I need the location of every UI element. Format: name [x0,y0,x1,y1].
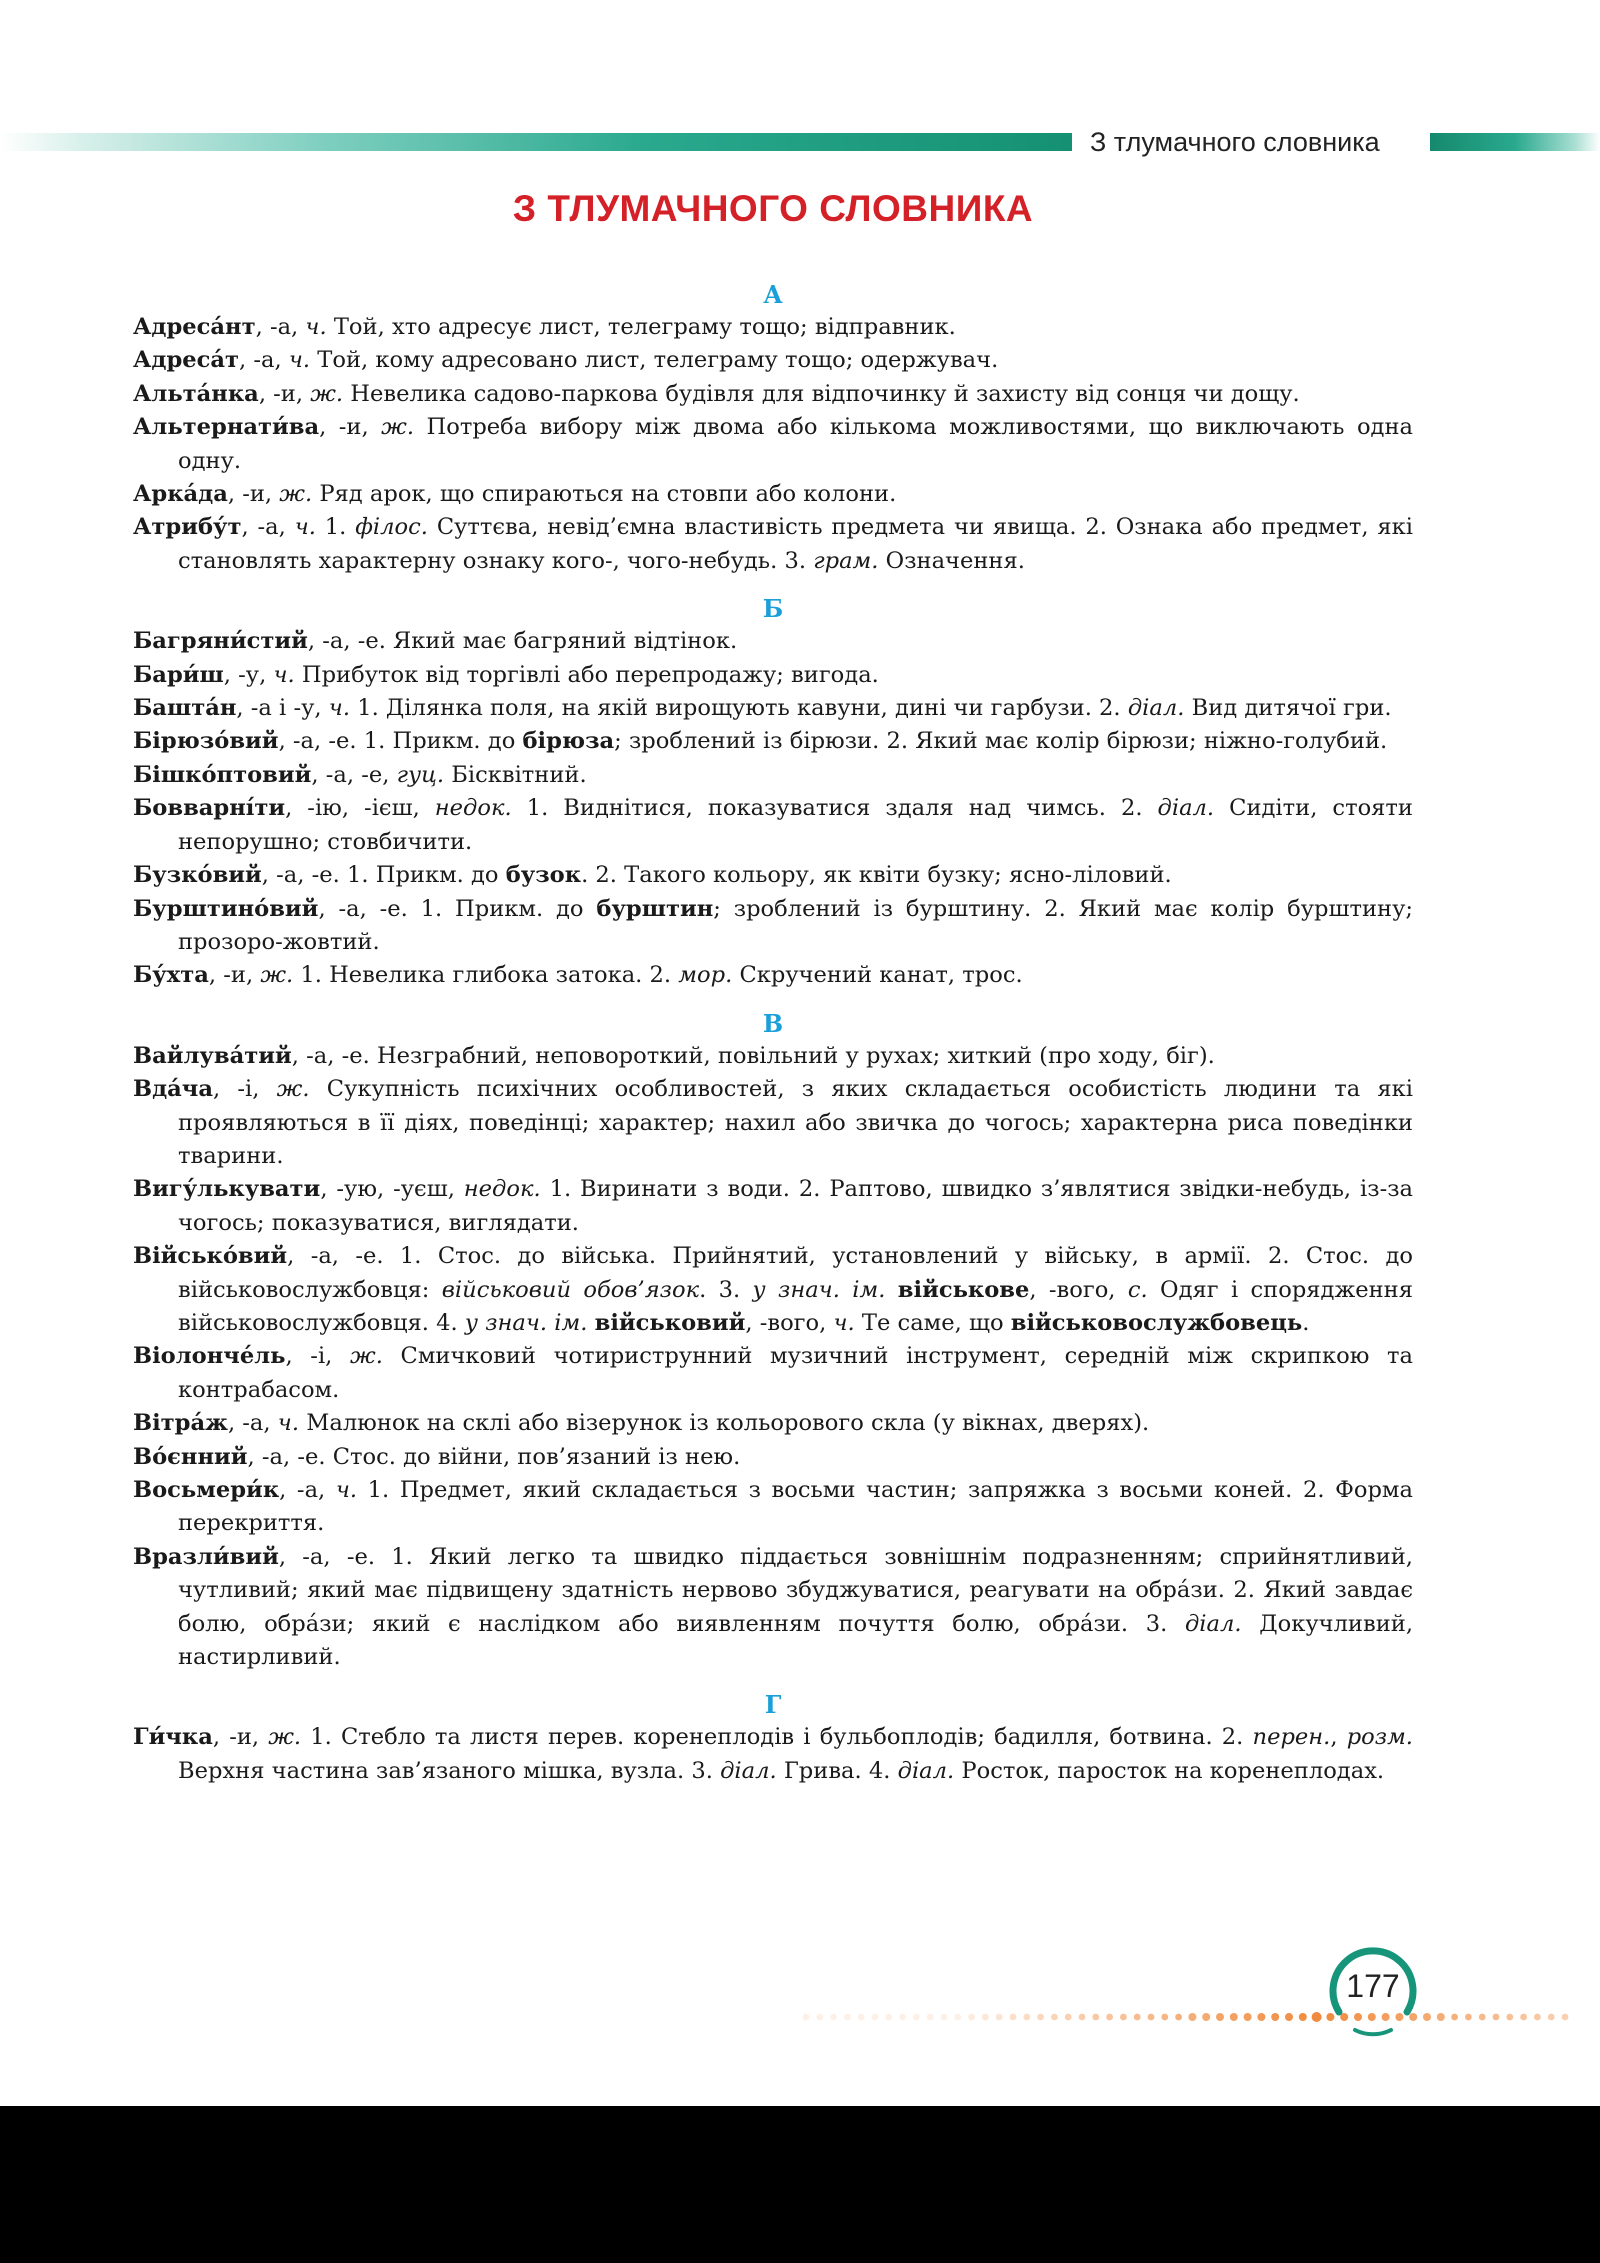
dictionary-entry [133,478,1413,511]
entry-headword: Альтернати́ва [133,414,320,441]
footer-dot [1562,2014,1569,2021]
entry-headword: Віолонче́ль [133,1343,286,1370]
dictionary-entry [133,1541,1413,1675]
dictionary-entry [133,378,1413,411]
entry-text: , -вого, [1029,1276,1128,1303]
section-letter: А [763,280,783,309]
entry-label: грам. [813,547,879,574]
footer-dot [1437,2013,1445,2021]
entry-text [587,1310,594,1336]
footer-dots-decoration [800,2011,1580,2023]
entry-reference: військовий [594,1309,746,1336]
entry-text: 1. Предмет, який складається з восьми частин; запряжка з восьми коней. 2. Форма перекриття. [178,1477,1413,1537]
dictionary-entry [133,959,1413,992]
entry-text: , -ію, -ієш, [285,795,435,822]
entry-label: ч. [328,695,351,722]
dictionary-entry [133,344,1413,377]
entry-text: , -а, -е. 1. Стос. до війська. Прийнятий, установлений у війську, в армії. 2. Стос. до військовослужбовця: [178,1243,1413,1303]
entry-text: 1. Виринати з води. 2. Раптово, швидко з’являтися звідки-небудь, із-за чогось; показуватися, виглядати. [178,1176,1413,1236]
entry-text: Скручений канат, трос. [732,962,1023,989]
footer-dot [1106,2014,1113,2021]
entry-headword: Бішко́птовий [133,761,312,788]
entry-text: ; зроблений із бурштину. 2. Який має колір бурштину; прозоро-жовтий. [178,895,1414,955]
footer-dot [1120,2014,1127,2021]
entry-label: філос. [355,514,428,541]
footer-dot [844,2014,851,2021]
dictionary-content [133,278,1413,1788]
dictionary-entry [133,893,1413,960]
entry-label: мор. [678,962,733,989]
entry-label: діал. [897,1757,955,1784]
dictionary-entry [133,1340,1413,1407]
footer-dot [858,2014,865,2021]
dictionary-entry [133,1173,1413,1240]
footer-dot [1051,2014,1058,2021]
entry-text: , -а, [255,314,306,340]
entry-label: у знач. ім. [464,1309,588,1336]
entry-headword: Вітра́ж [133,1410,228,1437]
running-head: З тлумачного словника [1090,127,1380,157]
entry-reference: військове [897,1276,1030,1303]
footer-dot [913,2014,920,2021]
footer-dot [1188,2013,1196,2021]
dictionary-entry [133,311,1413,344]
entry-label: діал. [1157,795,1215,822]
page-number: 177 [1346,1968,1400,2004]
footer-dot [1299,2013,1307,2021]
entry-text: , -и, [208,962,261,989]
footer-dot [1423,2013,1431,2021]
entry-text: Смичковий чотириструнний музичний інструмент, середній між скрипкою та контрабасом. [178,1343,1413,1403]
entry-text: , -а, [241,514,295,541]
entry-text: , -и, [212,1724,269,1751]
footer-dot [1257,2013,1265,2021]
entry-text: , -у, [223,661,274,688]
entry-headword: Бірюзо́вий [133,728,279,755]
entry-reference: бурштин [596,895,714,922]
entry-text: ; зроблений із бірюзи. 2. Який має колір бірюзи; ніжно-голубий. [614,728,1388,755]
entry-label: ж. [276,1076,310,1103]
dictionary-entry [133,659,1413,692]
entry-reference: бузок [505,862,582,889]
entry-text: Верхня частина зав’язаного мішка, вузла. 3. [178,1757,721,1784]
page-title: З ТЛУМАЧНОГО СЛОВНИКА [512,188,1034,229]
entry-headword: Багряни́стий [133,628,308,655]
footer-dot [1520,2014,1527,2021]
header-gradient-bar-left [0,133,1072,151]
entry-label: діал. [1184,1610,1242,1637]
entry-label: ч. [277,1410,300,1437]
entry-text: . 3. [699,1276,753,1303]
entry-text: 1. Невелика глибока затока. 2. [293,962,679,989]
footer-dot [1493,2014,1500,2021]
entry-label: діал. [720,1757,777,1784]
entry-text: , -а, -е. Який має багряний відтінок. [307,628,738,655]
entry-text: Той, кому адресовано лист, телеграму тощо; одержувач. [310,347,999,374]
entry-label: недок. [434,795,512,822]
footer-dot [1037,2014,1044,2021]
entry-text: , -а, -е. 1. Який легко та швидко піддається зовнішнім подразненням; сприйнятливий, чутливий; який має підвищену здатність нервово збуджуватися, реагувати на обра́зи. 2. Який завдає болю, обра́зи; який є наслідком або виявленням почуття болю, обра́зи. 3. [178,1543,1413,1637]
entry-text: Означення. [878,547,1025,574]
footer-dot [1548,2014,1555,2021]
entry-label: у знач. ім. [752,1276,886,1303]
entry-text: Сукупність психічних особливостей, з яких складається особистість людини та які проявляються в її діях, поведінці; характер; нахил або звичка до чогось; характерна риса поведінки тварини. [178,1076,1413,1169]
entry-label: ж. [350,1343,383,1370]
entry-headword: Бузко́вий [133,862,262,889]
entry-label: ч. [288,347,311,374]
footer-dot [1175,2014,1182,2021]
footer-dot [927,2014,934,2021]
entry-text: , -и, [258,380,311,407]
footer-dot [1285,2013,1293,2021]
footer-dot [1465,2014,1472,2021]
entry-text: , -а, [227,1410,278,1437]
entry-label: ч. [833,1309,855,1336]
footer-dot [899,2014,906,2021]
entry-text: , -а, -е. 1. Прикм. до [278,728,523,755]
entry-text: Те саме, що [854,1309,1011,1336]
entry-label: військовий обов’язок [441,1276,700,1303]
entry-text: , -і, [212,1076,277,1103]
footer-dot [1092,2014,1099,2021]
footer-dot [1312,2012,1322,2022]
footer-dot [1134,2014,1141,2021]
entry-text: Прибуток від торгівлі або перепродажу; вигода. [294,661,879,688]
entry-headword: Бу́хта [133,962,209,989]
footer-dot [1065,2014,1072,2021]
entry-text: Вид дитячої гри. [1184,695,1392,722]
entry-text: . [1302,1309,1310,1336]
entry-text: , [1330,1724,1347,1751]
footer-dot [1148,2014,1155,2021]
section-letter: Г [764,1690,782,1720]
footer-dot [1506,2014,1513,2021]
entry-reference: бірюза [522,728,615,755]
dictionary-entry [133,1441,1413,1474]
entry-text: . 2. Такого кольору, як квіти бузку; ясно-ліловий. [581,862,1172,889]
entry-text: Той, хто адресує лист, телеграму тощо; відправник. [326,314,956,340]
entry-label: ч. [294,514,316,541]
entry-label: розм. [1346,1724,1413,1751]
entry-text: , -и, [319,414,382,441]
entry-text: , -а, -е. Незграбний, неповороткий, повільний у рухах; хиткий (про ходу, біг). [291,1042,1215,1069]
dictionary-entry [133,859,1413,892]
entry-headword: Адреса́т [133,347,240,374]
entry-headword: Альта́нка [133,380,259,407]
entry-label: с. [1127,1276,1148,1303]
entry-text: Невелика садово-паркова будівля для відпочинку й захисту від сонця чи дощу. [343,380,1300,407]
footer-dot [872,2014,879,2021]
footer-dot [996,2014,1003,2021]
entry-text: 1. [315,514,356,541]
entry-headword: Бовварні́ти [133,795,286,822]
entry-text: , -а, -е, [311,761,397,788]
entry-text: Сидіти, стояти непорушно; стовбичити. [178,795,1413,855]
entry-text: 1. Ділянка поля, на якій вирощують кавуни, дині чи гарбузи. 2. [350,695,1128,722]
footer-dot [954,2014,961,2021]
section-letter: В [762,1008,784,1038]
entry-label: ж. [310,380,344,407]
entry-text: , -і, [285,1343,351,1370]
footer-dot [968,2014,975,2021]
footer-dot [1479,2014,1486,2021]
footer-dot [1023,2014,1030,2021]
entry-headword: Бари́ш [133,661,224,688]
dictionary-entry [133,625,1413,658]
entry-text: Бісквітний. [444,761,587,788]
footer-dot [1161,2014,1168,2021]
entry-headword: Вайлува́тий [133,1042,292,1069]
dictionary-entry [133,1040,1413,1073]
entry-label: гуц. [396,761,445,788]
dictionary-entry [133,1474,1413,1541]
footer-dot [1230,2013,1238,2021]
entry-text: , -вого, [745,1309,834,1336]
entry-label: ч. [305,314,327,340]
entry-label: діал. [1127,695,1185,722]
entry-text: , -ую, -уєш, [320,1176,464,1203]
entry-text: , -а, [239,347,289,374]
dictionary-entry [133,411,1413,478]
entry-text: , -а, -е. 1. Прикм. до [261,862,506,889]
entry-label: ч. [335,1477,358,1503]
entry-text: 1. Виднітися, показуватися здаля над чимсь. 2. [511,795,1158,822]
entry-text [885,1277,897,1303]
dictionary-entry [133,1073,1413,1173]
dictionary-entry [133,1240,1413,1340]
entry-label: ж. [279,481,313,508]
entry-text: , -а, [279,1477,336,1503]
entry-headword: Ги́чка [133,1724,213,1751]
entry-label: ч. [273,661,295,688]
footer-dot [1079,2014,1086,2021]
entry-label: ж. [268,1724,302,1751]
footer-dot [1216,2013,1224,2021]
entry-headword: Вда́ча [133,1076,213,1103]
entry-label: перен. [1252,1724,1331,1751]
entry-text: , -и, [227,481,280,508]
entry-reference: військовослужбовець [1010,1309,1303,1336]
footer-dot [830,2014,837,2021]
footer-dot [941,2014,948,2021]
entry-label: ж. [260,962,294,989]
footer-dot [1202,2013,1210,2021]
entry-text: Росток, паросток на коренеплодах. [954,1757,1385,1784]
dictionary-entry [133,692,1413,725]
footer-dot [816,2014,823,2021]
dictionary-entry [133,792,1413,859]
entry-headword: Во́єнний [133,1443,248,1470]
entry-headword: Атрибу́т [133,514,242,541]
entry-headword: Башта́н [133,695,237,722]
entry-headword: Військо́вий [133,1243,288,1270]
footer-dot [1010,2014,1017,2021]
dictionary-entry [133,1721,1413,1788]
dictionary-entry [133,725,1413,758]
entry-label: недок. [463,1176,541,1203]
footer-dot [1451,2014,1458,2021]
entry-text: Ряд арок, що спираються на стовпи або колони. [312,481,897,508]
dictionary-entry [133,1407,1413,1440]
entry-text: Одяг і спорядження військовослужбовця. 4. [178,1276,1413,1336]
entry-text: Грива. 4. [776,1757,898,1784]
header-gradient-bar-right [1430,133,1600,151]
footer-dot [1271,2013,1279,2021]
footer-dot [885,2014,892,2021]
entry-text: 1. Стебло та листя перев. коренеплодів і бульбоплодів; бадилля, ботвина. 2. [301,1724,1253,1751]
footer-dot [1244,2013,1252,2021]
entry-headword: Бурштино́вий [133,895,319,922]
footer-dot [982,2014,989,2021]
entry-headword: Арка́да [133,481,228,508]
entry-text: , -а і -у, [236,695,329,722]
entry-headword: Вразли́вий [133,1543,279,1570]
entry-text: Суттєва, невід’ємна властивість предмета чи явища. 2. Ознака або предмет, які становлять характерну ознаку кого-, чого-небудь. 3. [178,514,1414,574]
entry-headword: Вигу́лькувати [133,1176,321,1203]
entry-text: , -а, -е. 1. Прикм. до [318,895,597,922]
entry-text: Докучливий, настирливий. [178,1610,1414,1671]
entry-text: , -а, -е. Стос. до війни, пов’язаний із нею. [247,1443,741,1470]
entry-text: Малюнок на склі або візерунок із кольорового скла (у вікнах, дверях). [299,1410,1150,1437]
footer-dot [1534,2014,1541,2021]
section-letter: Б [762,594,784,624]
entry-headword: Адреса́нт [133,314,256,340]
entry-headword: Восьмери́к [133,1477,280,1503]
dictionary-entry [133,759,1413,792]
dictionary-entry [133,511,1413,578]
footer-dot [803,2014,810,2021]
entry-text: Потреба вибору між двома або кількома можливостями, що виключають одна одну. [178,414,1413,474]
entry-label: ж. [381,414,415,441]
